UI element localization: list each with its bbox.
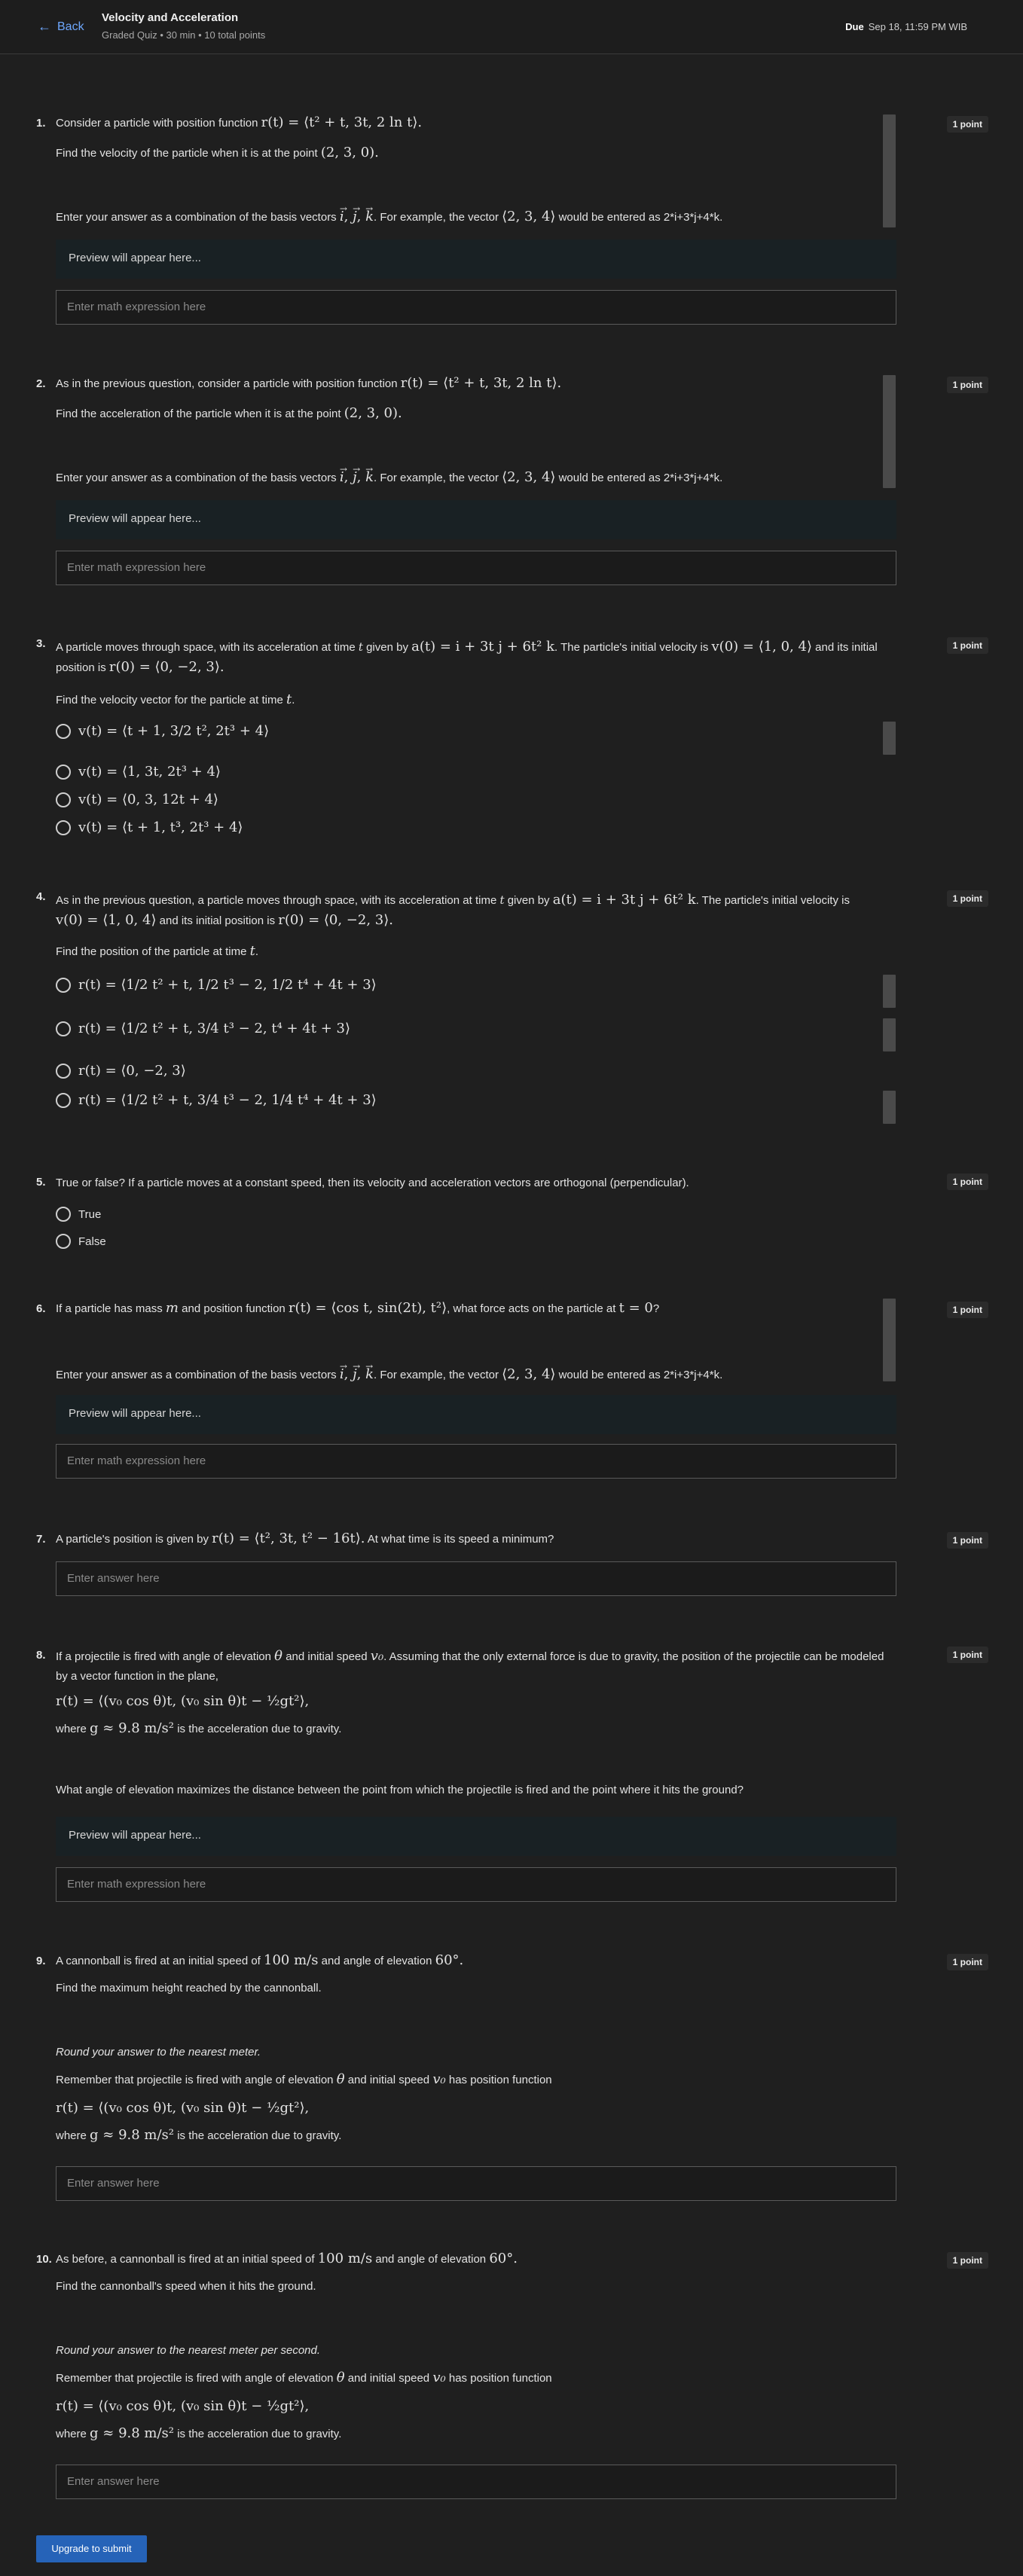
var-t: t bbox=[249, 943, 255, 959]
question-prompt bbox=[56, 143, 892, 163]
text: A cannonball is fired at an initial speed of bbox=[56, 1955, 261, 1967]
position-function bbox=[56, 2397, 892, 2417]
example-vector: ⟨2, 3, 4⟩ bbox=[502, 469, 556, 485]
question-text bbox=[56, 890, 892, 931]
text: Enter your answer as a combination of the basis vectors bbox=[56, 1369, 337, 1381]
option-label: v(t) = ⟨1, 3t, 2t³ + 4⟩ bbox=[78, 764, 221, 780]
question-text bbox=[56, 637, 892, 678]
text: Find the position of the particle at time bbox=[56, 945, 247, 958]
question-prompt bbox=[56, 404, 892, 424]
var-theta: θ bbox=[336, 2071, 345, 2087]
text: has position function bbox=[448, 2074, 552, 2086]
due-value: Sep 18, 11:59 PM WIB bbox=[868, 21, 967, 32]
radio-button[interactable] bbox=[56, 1021, 71, 1036]
point-badge: 1 point bbox=[947, 1954, 988, 1970]
text: and initial speed bbox=[347, 2372, 430, 2385]
gravity-note bbox=[56, 2424, 892, 2444]
vec-k: → k bbox=[365, 207, 374, 227]
option-label: r(t) = ⟨1/2 t² + t, 3/4 t³ − 2, t⁴ + 4t + 3⟩ bbox=[78, 1021, 350, 1036]
radio-button[interactable] bbox=[56, 1064, 71, 1079]
option-4[interactable] bbox=[56, 1092, 377, 1108]
vec-i: → i bbox=[340, 207, 344, 227]
answer-input[interactable]: Enter answer here bbox=[56, 2465, 896, 2499]
example-vector: ⟨2, 3, 4⟩ bbox=[502, 209, 556, 224]
var-v0: v₀ bbox=[432, 2370, 446, 2385]
text: Consider a particle with position function bbox=[56, 117, 258, 130]
question-number: 3. bbox=[36, 637, 46, 650]
text: Remember that projectile is fired with angle of elevation bbox=[56, 2074, 334, 2086]
option-2[interactable] bbox=[56, 764, 221, 780]
radio-button[interactable] bbox=[56, 1234, 71, 1249]
text: and its initial bbox=[815, 641, 878, 654]
radio-button[interactable] bbox=[56, 978, 71, 993]
text: . For example, the vector bbox=[374, 472, 499, 484]
text: Find the velocity of the particle when it is at the point bbox=[56, 147, 318, 160]
preview-box: Preview will appear here... bbox=[56, 500, 896, 539]
text: Remember that projectile is fired with angle of elevation bbox=[56, 2372, 334, 2385]
question-text bbox=[56, 1647, 892, 1686]
math-function: r(t) = ⟨t² + t, 3t, 2 ln t⟩. bbox=[261, 114, 423, 130]
text: Enter your answer as a combination of the basis vectors bbox=[56, 211, 337, 224]
vec-j: → j bbox=[353, 1365, 357, 1384]
upgrade-to-submit-button[interactable]: Upgrade to submit bbox=[36, 2535, 147, 2562]
question-text bbox=[56, 1529, 892, 1549]
math-function: r(t) = ⟨t² + t, 3t, 2 ln t⟩. bbox=[400, 375, 562, 391]
quiz-title: Velocity and Acceleration bbox=[102, 11, 239, 24]
text: . For example, the vector bbox=[374, 211, 499, 224]
option-4[interactable] bbox=[56, 819, 243, 835]
preview-box: Preview will appear here... bbox=[56, 240, 896, 279]
text: A particle's position is given by bbox=[56, 1533, 209, 1546]
question-prompt: Find the cannonball's speed when it hits the ground. bbox=[56, 2280, 316, 2293]
text: given by bbox=[366, 641, 408, 654]
option-1[interactable] bbox=[56, 977, 377, 993]
option-label: r(t) = ⟨1/2 t² + t, 3/4 t³ − 2, 1/4 t⁴ + 4t + 3⟩ bbox=[78, 1092, 377, 1108]
option-1[interactable] bbox=[56, 723, 269, 739]
question-number: 8. bbox=[36, 1649, 46, 1662]
answer-input[interactable]: Enter answer here bbox=[56, 2166, 896, 2201]
text: is the acceleration due to gravity. bbox=[177, 2428, 342, 2440]
point-badge: 1 point bbox=[947, 1647, 988, 1663]
math-input[interactable]: Enter math expression here bbox=[56, 1444, 896, 1479]
math-t0: t = 0 bbox=[618, 1300, 653, 1316]
option-true[interactable] bbox=[56, 1207, 101, 1222]
scrollbar[interactable] bbox=[883, 1091, 896, 1124]
question-text bbox=[56, 113, 892, 133]
math-angle: 60°. bbox=[435, 1952, 464, 1968]
text: Find the acceleration of the particle when it is at the point bbox=[56, 407, 341, 420]
vec-j: → j bbox=[353, 207, 357, 227]
position-function bbox=[56, 2098, 892, 2119]
option-2[interactable] bbox=[56, 1021, 350, 1036]
text: . Assuming that the only external force is due to gravity, the position of the projectile can be modeled bbox=[383, 1650, 884, 1663]
math-function: r(t) = ⟨cos t, sin(2t), t²⟩ bbox=[288, 1300, 447, 1316]
math-v0: v(0) = ⟨1, 0, 4⟩ bbox=[56, 912, 157, 928]
point-badge: 1 point bbox=[947, 377, 988, 393]
radio-button[interactable] bbox=[56, 1093, 71, 1108]
text: As in the previous question, a particle moves through space, with its acceleration at time bbox=[56, 894, 497, 907]
basis-instructions bbox=[56, 207, 892, 227]
radio-button[interactable] bbox=[56, 792, 71, 807]
vec-j: → j bbox=[353, 468, 357, 487]
point-badge: 1 point bbox=[947, 637, 988, 654]
vec-i: → i bbox=[340, 468, 344, 487]
var-t: t bbox=[358, 640, 363, 654]
math-r0: r(0) = ⟨0, −2, 3⟩. bbox=[108, 659, 224, 675]
reminder bbox=[56, 2368, 892, 2388]
text: As in the previous question, consider a particle with position function bbox=[56, 377, 398, 390]
math-function: r(t) = ⟨(v₀ cos θ)t, (v₀ sin θ)t − ½gt²⟩, bbox=[56, 1693, 310, 1709]
point-badge: 1 point bbox=[947, 116, 988, 133]
math-input[interactable]: Enter math expression here bbox=[56, 1867, 896, 1902]
text: Enter your answer as a combination of the basis vectors bbox=[56, 472, 337, 484]
var-t: t bbox=[499, 893, 505, 907]
option-label: r(t) = ⟨1/2 t² + t, 1/2 t³ − 2, 1/2 t⁴ + 4t + 3⟩ bbox=[78, 977, 377, 993]
basis-instructions bbox=[56, 468, 892, 488]
text: and angle of elevation bbox=[321, 1955, 432, 1967]
vec-k: → k bbox=[365, 468, 374, 487]
preview-box: Preview will appear here... bbox=[56, 1817, 896, 1856]
basis-vectors: → i, → j, → k bbox=[340, 209, 374, 224]
math-point: (2, 3, 0). bbox=[320, 145, 379, 160]
question-number: 2. bbox=[36, 377, 46, 390]
question-number: 5. bbox=[36, 1176, 46, 1189]
text: is the acceleration due to gravity. bbox=[177, 2129, 342, 2142]
math-gravity: g ≈ 9.8 m/s² bbox=[90, 2425, 175, 2441]
question-number: 10. bbox=[36, 2253, 52, 2266]
option-label: v(t) = ⟨t + 1, t³, 2t³ + 4⟩ bbox=[78, 819, 243, 835]
text: given by bbox=[507, 894, 550, 907]
question-prompt: Find the velocity vector for the particle at time t. bbox=[56, 691, 295, 707]
var-v0: v₀ bbox=[432, 2071, 446, 2087]
question-prompt: What angle of elevation maximizes the distance between the point from which the projectile is fired and the point where it hits the ground? bbox=[56, 1784, 744, 1796]
text: and its initial position is bbox=[159, 914, 276, 927]
text: would be entered as 2*i+3*j+4*k. bbox=[558, 1369, 723, 1381]
question-text bbox=[56, 374, 892, 394]
var-t: t bbox=[286, 691, 292, 707]
question-number: 1. bbox=[36, 117, 46, 130]
question-number: 9. bbox=[36, 1955, 46, 1967]
option-label: v(t) = ⟨t + 1, 3/2 t², 2t³ + 4⟩ bbox=[78, 723, 270, 739]
basis-vectors: → i, → j, → k bbox=[340, 469, 374, 485]
var-theta: θ bbox=[336, 2370, 345, 2385]
math-accel: a(t) = i + 3t j + 6t² k bbox=[411, 639, 554, 655]
text: ? bbox=[652, 1302, 660, 1315]
math-accel: a(t) = i + 3t j + 6t² k bbox=[552, 892, 696, 908]
var-v0: v₀ bbox=[370, 1648, 384, 1664]
question-text: True or false? If a particle moves at a constant speed, then its velocity and acceleration vectors are orthogonal (perpendicular). bbox=[56, 1177, 689, 1189]
rounding-note: Round your answer to the nearest meter per second. bbox=[56, 2344, 321, 2357]
option-label: v(t) = ⟨0, 3, 12t + 4⟩ bbox=[78, 792, 218, 807]
scrollbar[interactable] bbox=[883, 975, 896, 1008]
basis-instructions bbox=[56, 1365, 892, 1385]
math-gravity: g ≈ 9.8 m/s² bbox=[90, 2127, 175, 2143]
question-prompt: Find the position of the particle at time t. bbox=[56, 943, 259, 959]
point-badge: 1 point bbox=[947, 890, 988, 907]
var-theta: θ bbox=[274, 1648, 283, 1664]
text: where bbox=[56, 2428, 87, 2440]
text: If a particle has mass bbox=[56, 1302, 163, 1315]
text: . The particle's initial velocity is bbox=[695, 894, 850, 907]
rounding-note: Round your answer to the nearest meter. bbox=[56, 2046, 261, 2059]
math-input[interactable]: Enter math expression here bbox=[56, 551, 896, 585]
question-text bbox=[56, 1299, 892, 1319]
option-label: r(t) = ⟨0, −2, 3⟩ bbox=[78, 1063, 186, 1079]
option-3[interactable] bbox=[56, 1063, 186, 1079]
text: position is bbox=[56, 661, 106, 674]
text: and angle of elevation bbox=[375, 2253, 487, 2266]
text: has position function bbox=[448, 2372, 552, 2385]
scrollbar[interactable] bbox=[883, 722, 896, 755]
position-function bbox=[56, 1692, 892, 1712]
vec-k: → k bbox=[365, 1365, 374, 1384]
radio-button[interactable] bbox=[56, 820, 71, 835]
top-bar bbox=[0, 0, 1023, 54]
math-r0: r(0) = ⟨0, −2, 3⟩. bbox=[278, 912, 393, 928]
text: and initial speed bbox=[347, 2074, 430, 2086]
text: . The particle's initial velocity is bbox=[554, 641, 709, 654]
text: , what force acts on the particle at bbox=[447, 1302, 616, 1315]
point-badge: 1 point bbox=[947, 2252, 988, 2269]
text: and initial speed bbox=[286, 1650, 368, 1663]
math-angle: 60°. bbox=[489, 2251, 518, 2266]
point-badge: 1 point bbox=[947, 1532, 988, 1549]
example-vector: ⟨2, 3, 4⟩ bbox=[502, 1366, 556, 1382]
question-prompt: Find the maximum height reached by the cannonball. bbox=[56, 1982, 322, 1995]
math-v0: v(0) = ⟨1, 0, 4⟩ bbox=[711, 639, 812, 655]
option-label: False bbox=[78, 1235, 106, 1248]
point-badge: 1 point bbox=[947, 1174, 988, 1190]
option-3[interactable] bbox=[56, 792, 218, 807]
gravity-note bbox=[56, 1719, 892, 1739]
question-number: 6. bbox=[36, 1302, 46, 1315]
text: and position function bbox=[182, 1302, 286, 1315]
math-function: r(t) = ⟨t², 3t, t² − 16t⟩. bbox=[212, 1531, 365, 1546]
radio-button[interactable] bbox=[56, 724, 71, 739]
question-text bbox=[56, 1951, 892, 1971]
text: where bbox=[56, 1723, 87, 1735]
text: A particle moves through space, with its acceleration at time bbox=[56, 641, 356, 654]
vec-i: → i bbox=[340, 1365, 344, 1384]
math-gravity: g ≈ 9.8 m/s² bbox=[90, 1720, 175, 1736]
text: where bbox=[56, 2129, 87, 2142]
var-m: m bbox=[165, 1300, 179, 1316]
due-date bbox=[845, 21, 967, 32]
math-input[interactable]: Enter math expression here bbox=[56, 290, 896, 325]
radio-button[interactable] bbox=[56, 765, 71, 780]
question-number: 4. bbox=[36, 890, 46, 903]
scrollbar[interactable] bbox=[883, 1018, 896, 1051]
text: If a projectile is fired with angle of elevation bbox=[56, 1650, 271, 1663]
text: Find the velocity vector for the particle at time bbox=[56, 694, 283, 707]
quiz-meta: Graded Quiz • 30 min • 10 total points bbox=[102, 29, 266, 41]
due-label: Due bbox=[845, 21, 864, 32]
reminder bbox=[56, 2070, 892, 2090]
radio-button[interactable] bbox=[56, 1207, 71, 1222]
back-button[interactable] bbox=[38, 19, 84, 35]
question-number: 7. bbox=[36, 1533, 46, 1546]
math-speed: 100 m/s bbox=[317, 2251, 373, 2266]
back-label: Back bbox=[57, 20, 84, 33]
gravity-note bbox=[56, 2126, 892, 2146]
question-text bbox=[56, 2249, 892, 2269]
arrow-left-icon: ← bbox=[38, 19, 51, 34]
text: would be entered as 2*i+3*j+4*k. bbox=[558, 211, 723, 224]
math-function: r(t) = ⟨(v₀ cos θ)t, (v₀ sin θ)t − ½gt²⟩, bbox=[56, 2100, 310, 2116]
text: . For example, the vector bbox=[374, 1369, 499, 1381]
math-function: r(t) = ⟨(v₀ cos θ)t, (v₀ sin θ)t − ½gt²⟩, bbox=[56, 2398, 310, 2414]
text: is the acceleration due to gravity. bbox=[177, 1723, 342, 1735]
text: by a vector function in the plane, bbox=[56, 1670, 218, 1683]
option-label: True bbox=[78, 1207, 102, 1221]
text: would be entered as 2*i+3*j+4*k. bbox=[558, 472, 723, 484]
point-badge: 1 point bbox=[947, 1302, 988, 1318]
text: At what time is its speed a minimum? bbox=[367, 1533, 554, 1546]
math-speed: 100 m/s bbox=[264, 1952, 319, 1968]
answer-input[interactable]: Enter answer here bbox=[56, 1561, 896, 1596]
text: As before, a cannonball is fired at an initial speed of bbox=[56, 2253, 315, 2266]
math-point: (2, 3, 0). bbox=[344, 405, 402, 421]
option-false[interactable] bbox=[56, 1234, 106, 1249]
basis-vectors: → i, → j, → k bbox=[340, 1366, 374, 1382]
preview-box: Preview will appear here... bbox=[56, 1395, 896, 1434]
